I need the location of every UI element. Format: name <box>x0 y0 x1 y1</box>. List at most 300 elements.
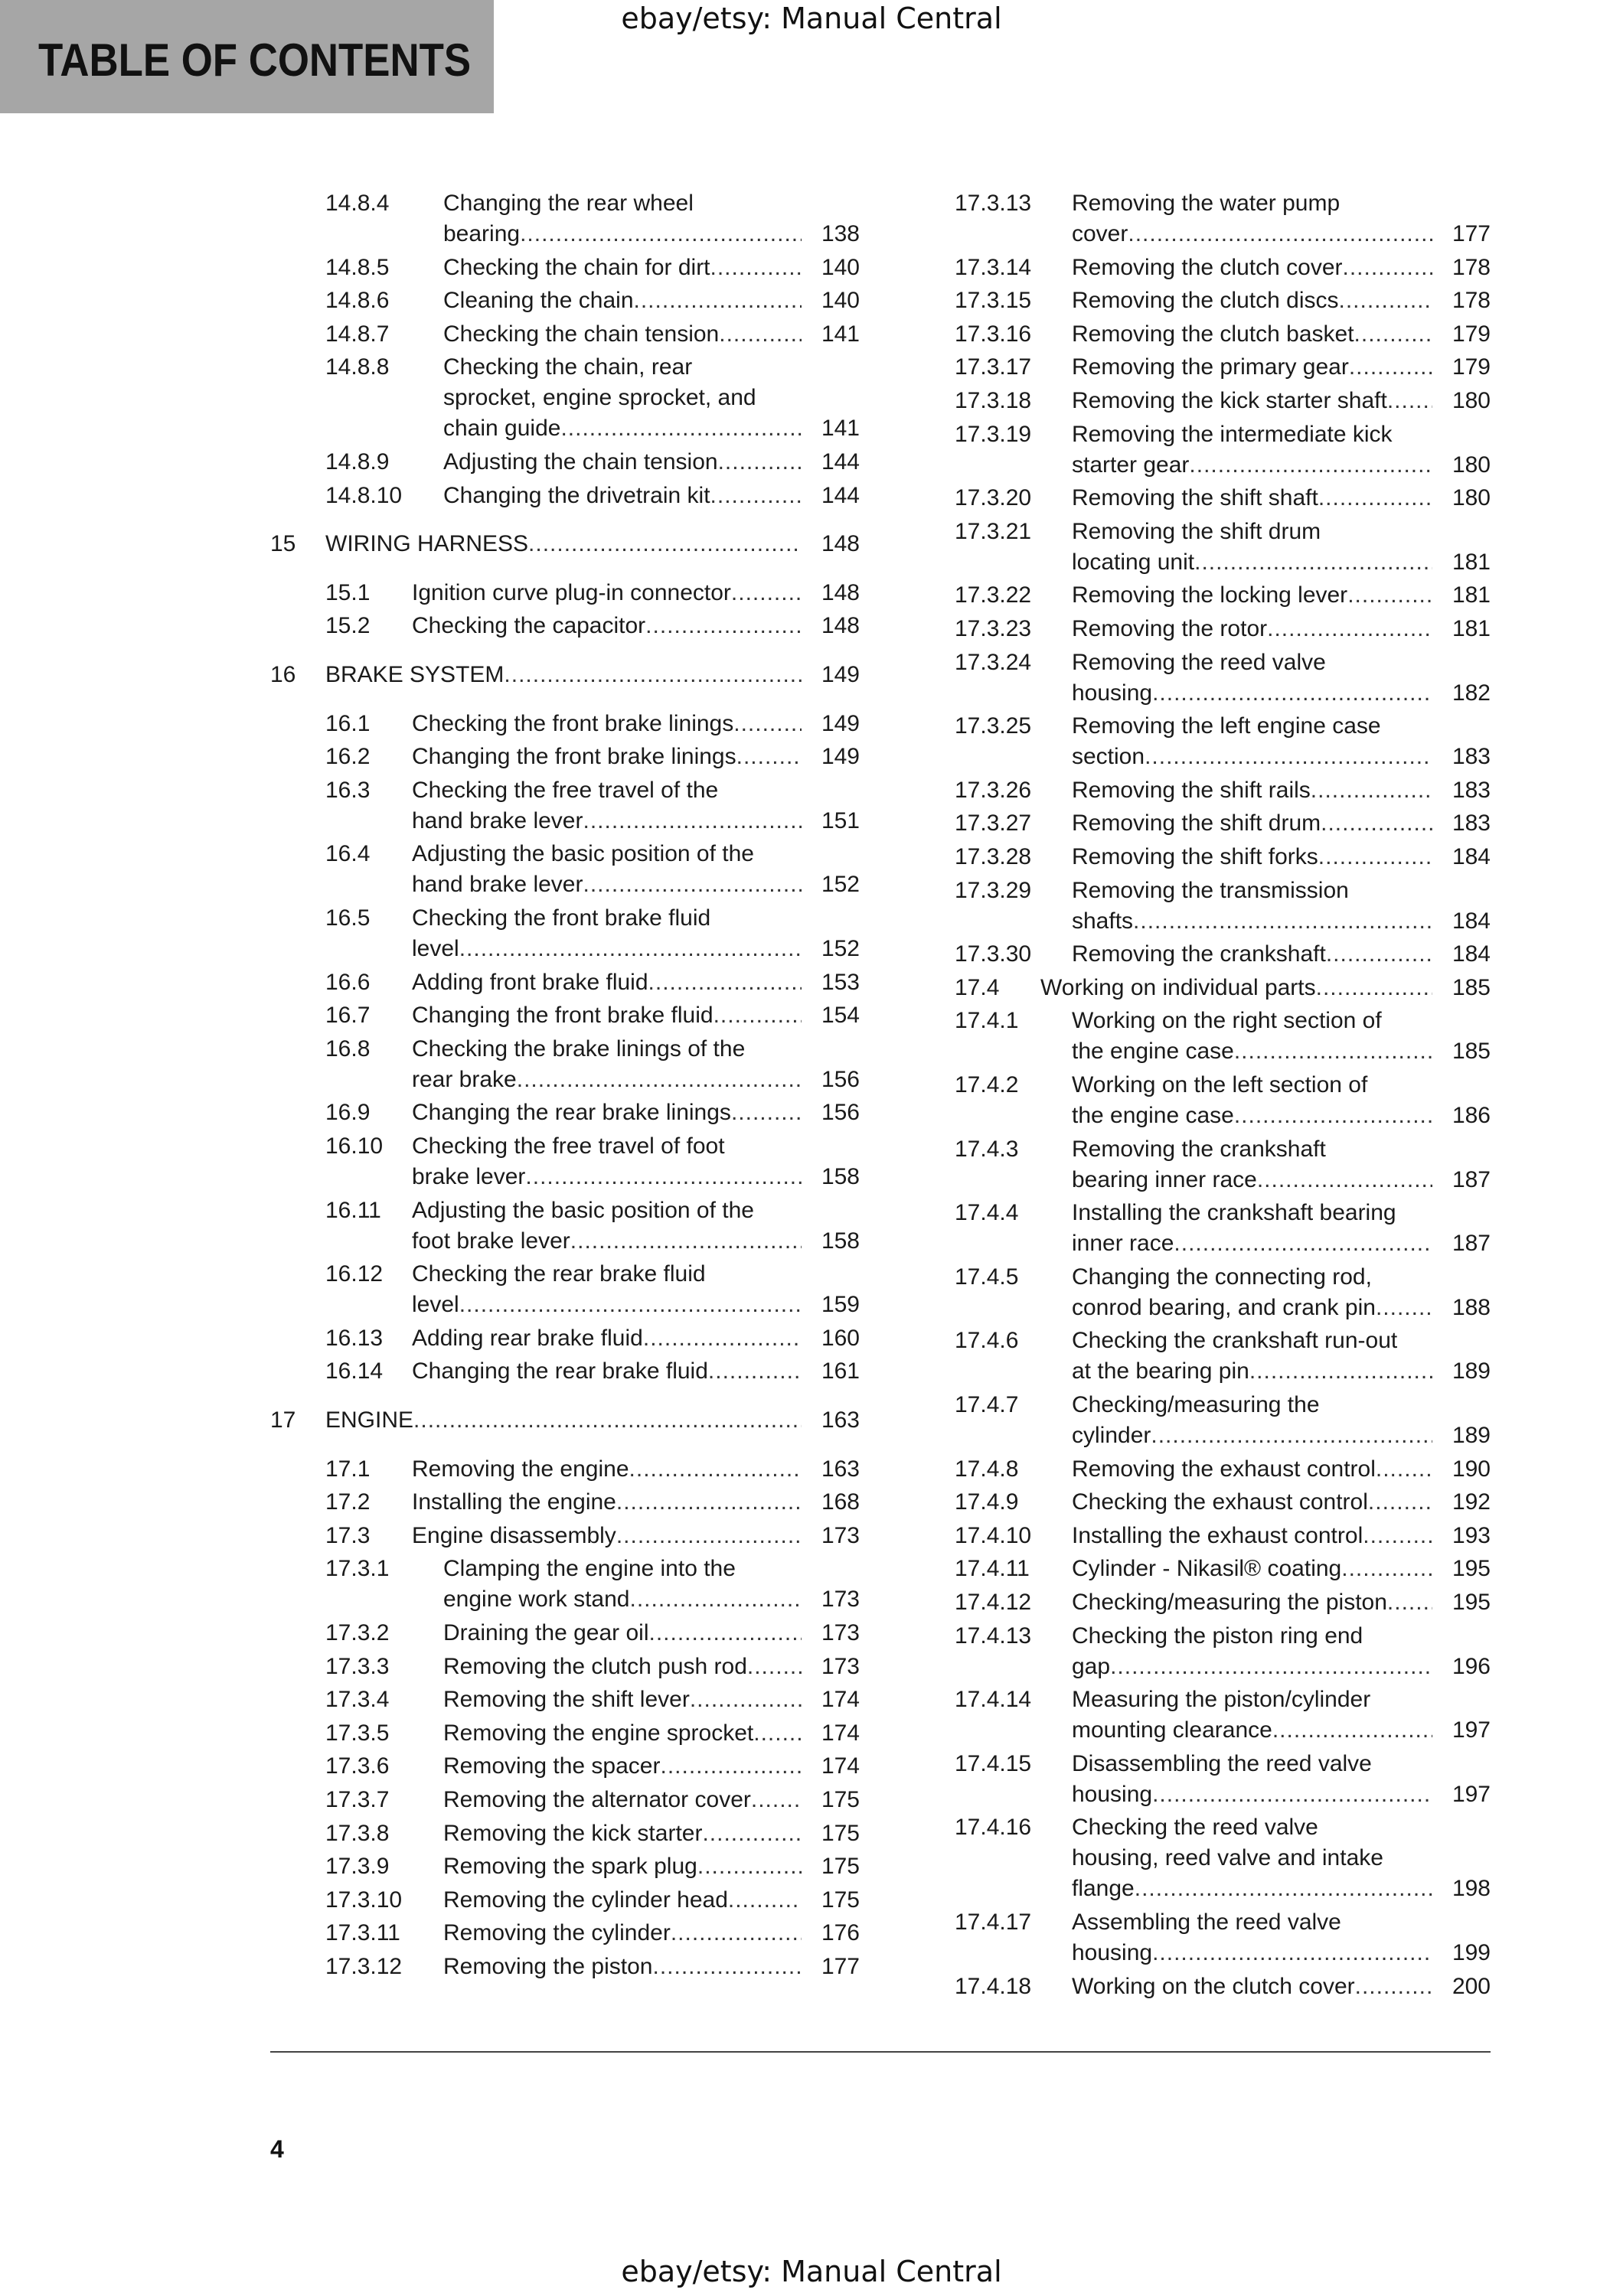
toc-dot-leader <box>1152 1938 1432 1968</box>
toc-entry-number: 15.2 <box>325 613 371 639</box>
toc-entry-title: Checking the exhaust control <box>1072 1489 1368 1515</box>
toc-entry-title: Checking the free travel of foot <box>412 1133 725 1159</box>
toc-entry-page: 192 <box>1452 1489 1491 1515</box>
toc-dot-leader <box>1387 1587 1432 1618</box>
toc-entry-title: Checking the free travel of the <box>412 777 719 803</box>
toc-entry-title: the engine case <box>1072 1103 1234 1128</box>
toc-entry-title: Draining the gear oil <box>443 1620 649 1645</box>
toc-entry-page: 144 <box>821 482 860 508</box>
toc-entry-title: Removing the crankshaft <box>1072 941 1326 967</box>
toc-entry-title: Removing the crankshaft <box>1072 1136 1326 1162</box>
toc-entry-number: 16.2 <box>325 744 371 770</box>
toc-entry-title: locating unit <box>1072 549 1195 575</box>
toc-entry-title: Removing the spacer <box>443 1753 661 1779</box>
toc-entry-number: 14.8.4 <box>325 191 390 216</box>
toc-dot-leader <box>413 1405 802 1436</box>
toc-entry-number: 17.3.23 <box>955 616 1032 641</box>
toc-dot-leader <box>570 1226 802 1257</box>
toc-entry-number: 17.3.11 <box>325 1920 400 1946</box>
toc-entry-page: 140 <box>821 288 860 314</box>
toc-entry-page: 188 <box>1452 1294 1491 1320</box>
toc-dot-leader <box>736 742 802 772</box>
toc-entry-number: 17.4.4 <box>955 1200 1019 1226</box>
toc-dot-leader <box>1311 775 1432 806</box>
toc-dot-leader <box>719 319 802 350</box>
toc-dot-leader <box>1135 1874 1432 1904</box>
toc-entry-page: 190 <box>1452 1456 1491 1482</box>
toc-entry-page: 175 <box>821 1787 860 1812</box>
toc-entry-number: 17.3.27 <box>955 810 1032 837</box>
toc-entry-page: 152 <box>821 936 860 961</box>
toc-entry-title: Removing the left engine case <box>1072 713 1381 739</box>
toc-entry-page: 180 <box>1452 452 1491 478</box>
toc-entry-title: flange <box>1072 1876 1135 1902</box>
toc-dot-leader <box>629 1454 802 1485</box>
toc-entry-page: 175 <box>821 1887 860 1913</box>
toc-dot-leader <box>1145 742 1432 772</box>
toc-header-title: TABLE OF CONTENTS <box>38 34 472 86</box>
toc-entry-title: gap <box>1072 1653 1111 1679</box>
toc-entry-page: 156 <box>821 1100 860 1126</box>
toc-dot-leader <box>517 1065 802 1095</box>
toc-entry-title: Installing the exhaust control <box>1072 1522 1363 1548</box>
toc-entry-page: 184 <box>1452 941 1491 967</box>
toc-dot-leader <box>747 1652 802 1682</box>
toc-entry-page: 187 <box>1452 1166 1491 1192</box>
toc-entry-number: 17.3.4 <box>325 1687 390 1713</box>
toc-entry-number: 17.3.7 <box>325 1787 390 1812</box>
toc-entry-number: 17.3.17 <box>955 354 1032 380</box>
toc-entry-number: 17.4.13 <box>955 1623 1032 1649</box>
toc-dot-leader <box>1194 547 1432 578</box>
toc-entry-title: Clamping the engine into the <box>443 1556 736 1582</box>
toc-entry-title: Adjusting the basic position of the <box>412 1197 754 1223</box>
toc-entry-number: 14.8.10 <box>325 482 403 508</box>
toc-entry-number: 17 <box>270 1407 296 1433</box>
toc-entry-page: 178 <box>1452 288 1491 314</box>
toc-entry-page: 140 <box>821 254 860 280</box>
toc-entry-number: 14.8.8 <box>325 354 390 380</box>
toc-entry-title: housing, reed valve and intake <box>1072 1845 1383 1871</box>
toc-entry-title: Removing the kick starter <box>443 1820 703 1846</box>
toc-entry-number: 17.4.12 <box>955 1590 1032 1615</box>
toc-dot-leader <box>528 529 802 559</box>
toc-entry-title: bearing inner race <box>1072 1166 1257 1192</box>
toc-entry-title: Working on the clutch cover <box>1072 1973 1355 1999</box>
toc-entry-title: Changing the drivetrain kit <box>443 482 710 508</box>
toc-entry-page: 186 <box>1452 1103 1491 1128</box>
toc-entry-title: Cleaning the chain <box>443 288 634 314</box>
toc-entry-page: 148 <box>821 613 860 639</box>
toc-entry-title: Changing the front brake linings <box>412 744 736 770</box>
toc-entry-title: level <box>412 1292 459 1318</box>
toc-entry-number: 17.4.1 <box>955 1008 1019 1034</box>
toc-entry-number: 16.3 <box>325 777 371 803</box>
toc-dot-leader <box>1318 842 1432 872</box>
toc-dot-leader <box>1110 1652 1432 1682</box>
toc-entry-number: 16.1 <box>325 710 371 736</box>
toc-entry-page: 173 <box>821 1522 860 1548</box>
toc-dot-leader <box>1316 973 1432 1003</box>
toc-entry-page: 183 <box>1452 744 1491 770</box>
toc-dot-leader <box>751 1785 802 1815</box>
toc-entry-number: 16.4 <box>325 841 371 867</box>
toc-entry-title: Checking/measuring the <box>1072 1392 1320 1417</box>
toc-dot-leader <box>718 447 802 478</box>
toc-entry-title: Checking the brake linings of the <box>412 1035 746 1062</box>
toc-entry-page: 197 <box>1452 1717 1491 1743</box>
toc-entry-title: Changing the front brake fluid <box>412 1003 714 1029</box>
toc-entry-title: Removing the shift rails <box>1072 777 1311 803</box>
toc-dot-leader <box>753 1718 802 1749</box>
toc-entry-title: Removing the reed valve <box>1072 649 1326 675</box>
toc-dot-leader <box>525 1162 802 1192</box>
toc-entry-number: 17.3.24 <box>955 649 1032 675</box>
toc-dot-leader <box>1368 1487 1432 1518</box>
toc-entry-number: 16.10 <box>325 1133 384 1159</box>
toc-entry-title: cover <box>1072 221 1128 246</box>
toc-entry-title: Removing the intermediate kick <box>1072 421 1393 447</box>
toc-entry-title: Measuring the piston/cylinder <box>1072 1687 1371 1713</box>
toc-dot-leader <box>1347 580 1432 611</box>
toc-entry-number: 17.4.16 <box>955 1815 1032 1841</box>
toc-entry-title: hand brake lever <box>412 807 583 833</box>
toc-dot-leader <box>1152 678 1432 709</box>
toc-entry-page: 161 <box>821 1358 860 1384</box>
watermark-bottom: ebay/etsy: Manual Central <box>621 2255 1002 2288</box>
toc-entry-page: 198 <box>1452 1876 1491 1902</box>
toc-entry-page: 149 <box>821 710 860 736</box>
toc-dot-leader <box>1189 450 1432 481</box>
toc-entry-page: 149 <box>821 744 860 770</box>
toc-dot-leader <box>645 611 802 641</box>
toc-dot-leader <box>583 806 802 837</box>
toc-dot-leader <box>630 1584 802 1615</box>
toc-entry-page: 153 <box>821 969 860 995</box>
toc-dot-leader <box>560 413 802 444</box>
toc-entry-title: housing <box>1072 1781 1153 1807</box>
toc-entry-title: Engine disassembly <box>412 1522 616 1548</box>
toc-entry-number: 17.3.16 <box>955 321 1032 347</box>
toc-entry-title: BRAKE SYSTEM <box>325 662 505 687</box>
toc-dot-leader <box>690 1684 802 1715</box>
toc-entry-title: Checking the piston ring end <box>1072 1623 1363 1649</box>
toc-entry-page: 156 <box>821 1066 860 1092</box>
toc-dot-leader <box>710 253 802 283</box>
toc-entry-title: Checking the capacitor <box>412 613 646 639</box>
toc-dot-leader <box>1272 1715 1432 1746</box>
toc-entry-title: Cylinder - Nikasil® coating <box>1072 1556 1342 1582</box>
toc-entry-page: 195 <box>1452 1590 1491 1615</box>
toc-dot-leader <box>1318 483 1432 514</box>
toc-entry-page: 180 <box>1452 388 1491 413</box>
toc-entry-page: 177 <box>821 1954 860 1979</box>
toc-entry-page: 195 <box>1452 1556 1491 1582</box>
toc-entry-number: 17.3.2 <box>325 1620 390 1645</box>
watermark-top: ebay/etsy: Manual Central <box>621 2 1002 35</box>
toc-entry-title: Removing the transmission <box>1072 877 1349 903</box>
toc-entry-page: 141 <box>821 416 860 442</box>
toc-entry-title: level <box>412 936 459 961</box>
toc-entry-page: 168 <box>821 1489 860 1515</box>
toc-entry-number: 17.3.18 <box>955 388 1032 413</box>
toc-dot-leader <box>634 285 802 316</box>
toc-entry-number: 17.3.22 <box>955 582 1032 608</box>
toc-entry-page: 185 <box>1452 1039 1491 1065</box>
toc-entry-number: 16.6 <box>325 969 371 995</box>
toc-entry-number: 17.4.11 <box>955 1556 1030 1582</box>
toc-entry-number: 17.1 <box>325 1456 371 1482</box>
toc-entry-number: 17.3.9 <box>325 1854 390 1880</box>
toc-entry-title: Checking the chain, rear <box>443 354 693 380</box>
toc-dot-leader <box>653 1952 802 1982</box>
toc-entry-title: Removing the clutch discs <box>1072 288 1339 314</box>
toc-entry-title: Removing the piston <box>443 1954 653 1979</box>
toc-entry-number: 17.3.12 <box>325 1954 403 1979</box>
toc-entry-page: 148 <box>821 531 860 557</box>
toc-entry-number: 16.14 <box>325 1358 384 1384</box>
toc-entry-page: 177 <box>1452 221 1491 246</box>
toc-entry-title: Removing the cylinder <box>443 1920 671 1946</box>
toc-dot-leader <box>1349 352 1432 383</box>
toc-entry-title: the engine case <box>1072 1039 1234 1065</box>
toc-entry-number: 17.3.6 <box>325 1753 390 1779</box>
toc-entry-title: WIRING HARNESS <box>325 531 529 557</box>
page-number: 4 <box>270 2135 284 2163</box>
toc-entry-number: 16.7 <box>325 1003 371 1029</box>
toc-entry-number: 17.4.14 <box>955 1687 1032 1713</box>
toc-entry-page: 173 <box>821 1620 860 1645</box>
toc-entry-title: section <box>1072 744 1145 770</box>
toc-entry-number: 17.4.9 <box>955 1489 1019 1515</box>
toc-entry-page: 189 <box>1452 1358 1491 1384</box>
toc-entry-number: 17.3.28 <box>955 844 1032 869</box>
toc-entry-title: Removing the clutch push rod <box>443 1653 747 1679</box>
toc-entry-number: 17.4.17 <box>955 1910 1032 1935</box>
toc-entry-number: 17.4.18 <box>955 1973 1032 1999</box>
toc-dot-leader <box>710 481 802 511</box>
toc-entry-title: starter gear <box>1072 452 1190 478</box>
toc-entry-number: 14.8.9 <box>325 449 390 475</box>
toc-entry-title: ENGINE <box>325 1407 414 1433</box>
toc-dot-leader <box>702 1818 802 1849</box>
toc-dot-leader <box>1326 939 1432 970</box>
toc-dot-leader <box>660 1751 802 1782</box>
toc-entry-number: 17.3.10 <box>325 1887 403 1913</box>
toc-entry-page: 159 <box>821 1292 860 1318</box>
toc-dot-leader <box>708 1356 802 1387</box>
toc-entry-page: 173 <box>821 1587 860 1613</box>
toc-entry-title: inner race <box>1072 1231 1174 1257</box>
toc-entry-number: 15 <box>270 531 296 557</box>
toc-dot-leader <box>1355 1971 1432 2002</box>
toc-dot-leader <box>1387 386 1432 416</box>
toc-dot-leader <box>1151 1420 1432 1451</box>
toc-entry-title: Assembling the reed valve <box>1072 1910 1341 1935</box>
toc-entry-title: Checking the rear brake fluid <box>412 1261 706 1287</box>
toc-entry-page: 199 <box>1452 1940 1491 1965</box>
toc-entry-page: 196 <box>1452 1653 1491 1679</box>
toc-entry-title: Removing the locking lever <box>1072 582 1348 608</box>
toc-dot-leader <box>1341 1554 1432 1584</box>
toc-entry-title: Working on the left section of <box>1072 1072 1368 1097</box>
toc-entry-number: 17.3.30 <box>955 941 1032 967</box>
toc-entry-title: Removing the engine sprocket <box>443 1720 754 1746</box>
toc-entry-page: 183 <box>1452 810 1491 837</box>
toc-entry-title: Removing the kick starter shaft <box>1072 388 1387 413</box>
toc-entry-title: Removing the clutch cover <box>1072 254 1343 280</box>
toc-entry-title: hand brake lever <box>412 872 583 898</box>
toc-dot-leader <box>583 869 802 900</box>
toc-dot-leader <box>459 934 802 964</box>
toc-entry-page: 182 <box>1452 680 1491 706</box>
toc-dot-leader <box>1343 253 1433 283</box>
toc-entry-page: 193 <box>1452 1522 1491 1548</box>
toc-entry-page: 175 <box>821 1820 860 1846</box>
toc-entry-page: 185 <box>1452 974 1491 1000</box>
toc-entry-title: Adding front brake fluid <box>412 969 648 995</box>
toc-entry-page: 175 <box>821 1854 860 1880</box>
toc-dot-leader <box>1128 219 1432 249</box>
toc-entry-number: 14.8.7 <box>325 321 390 347</box>
toc-dot-leader <box>1234 1036 1432 1067</box>
toc-entry-number: 16.9 <box>325 1100 371 1126</box>
toc-entry-page: 148 <box>821 579 860 605</box>
toc-entry-page: 184 <box>1452 844 1491 869</box>
toc-entry-number: 17.3.25 <box>955 713 1032 739</box>
toc-dot-leader <box>504 660 802 690</box>
toc-entry-page: 184 <box>1452 908 1491 934</box>
toc-dot-leader <box>1376 1454 1432 1485</box>
toc-dot-leader <box>1174 1228 1432 1259</box>
toc-entry-title: Ignition curve plug-in connector <box>412 579 731 605</box>
toc-dot-leader <box>1257 1165 1432 1195</box>
toc-entry-title: Removing the exhaust control <box>1072 1456 1376 1482</box>
toc-entry-title: Removing the engine <box>412 1456 629 1482</box>
toc-entry-page: 197 <box>1452 1781 1491 1807</box>
toc-entry-page: 138 <box>821 221 860 246</box>
toc-entry-title: conrod bearing, and crank pin <box>1072 1294 1376 1320</box>
toc-entry-title: Checking the crankshaft run-out <box>1072 1328 1398 1354</box>
toc-entry-number: 17.3.29 <box>955 877 1032 903</box>
toc-dot-leader <box>649 1618 802 1649</box>
toc-entry-number: 16.12 <box>325 1261 384 1287</box>
toc-entry-page: 174 <box>821 1753 860 1779</box>
toc-entry-title: Adjusting the chain tension <box>443 449 718 475</box>
toc-entry-page: 163 <box>821 1407 860 1433</box>
toc-entry-title: housing <box>1072 1940 1153 1965</box>
toc-entry-number: 16.13 <box>325 1325 384 1351</box>
toc-entry-title: Working on the right section of <box>1072 1008 1382 1034</box>
toc-entry-page: 176 <box>821 1920 860 1946</box>
toc-entry-title: mounting clearance <box>1072 1717 1272 1743</box>
toc-entry-page: 181 <box>1452 616 1491 641</box>
toc-entry-number: 14.8.5 <box>325 254 390 280</box>
toc-entry-page: 181 <box>1452 582 1491 608</box>
toc-dot-leader <box>714 1000 802 1031</box>
toc-entry-title: Removing the shift shaft <box>1072 485 1318 511</box>
toc-entry-number: 15.1 <box>325 579 371 605</box>
toc-entry-number: 17.3.5 <box>325 1720 390 1746</box>
toc-entry-title: Removing the water pump <box>1072 191 1341 216</box>
toc-entry-number: 17.3.3 <box>325 1653 390 1679</box>
toc-entry-page: 179 <box>1452 321 1491 347</box>
toc-entry-page: 174 <box>821 1720 860 1746</box>
toc-entry-title: sprocket, engine sprocket, and <box>443 385 756 411</box>
toc-entry-title: Removing the shift lever <box>443 1687 690 1713</box>
toc-entry-title: Checking the chain for dirt <box>443 254 710 280</box>
toc-entry-page: 154 <box>821 1003 860 1029</box>
toc-entry-title: Working on individual parts <box>1040 974 1316 1000</box>
toc-entry-title: shafts <box>1072 908 1134 934</box>
toc-entry-title: Checking the chain tension <box>443 321 720 347</box>
toc-entry-title: Changing the connecting rod, <box>1072 1264 1372 1290</box>
toc-entry-number: 17.3.14 <box>955 254 1032 280</box>
toc-entry-number: 17.4.7 <box>955 1392 1019 1417</box>
toc-entry-title: Adjusting the basic position of the <box>412 841 754 867</box>
toc-entry-title: Removing the cylinder head <box>443 1887 728 1913</box>
toc-entry-number: 17.3.26 <box>955 777 1032 803</box>
toc-entry-page: 158 <box>821 1228 860 1254</box>
toc-dot-leader <box>731 1097 802 1128</box>
toc-entry-title: brake lever <box>412 1164 526 1189</box>
toc-dot-leader <box>616 1487 802 1518</box>
toc-entry-page: 174 <box>821 1687 860 1713</box>
toc-dot-leader <box>520 219 802 249</box>
toc-dot-leader <box>643 1323 802 1354</box>
toc-dot-leader <box>1339 285 1433 316</box>
toc-dot-leader <box>731 578 802 608</box>
toc-entry-number: 16.11 <box>325 1197 381 1223</box>
toc-entry-page: 144 <box>821 449 860 475</box>
toc-entry-page: 158 <box>821 1164 860 1189</box>
toc-dot-leader <box>1249 1356 1432 1387</box>
toc-entry-title: engine work stand <box>443 1587 630 1613</box>
toc-entry-title: Adding rear brake fluid <box>412 1325 643 1351</box>
toc-entry-title: Changing the rear wheel <box>443 191 694 216</box>
toc-entry-page: 163 <box>821 1456 860 1482</box>
toc-entry-number: 14.8.6 <box>325 288 390 314</box>
toc-entry-number: 17.3.1 <box>325 1556 390 1582</box>
toc-entry-number: 17.3.19 <box>955 421 1032 447</box>
toc-entry-title: Checking the reed valve <box>1072 1815 1318 1841</box>
toc-entry-page: 189 <box>1452 1423 1491 1448</box>
toc-entry-title: Checking the front brake fluid <box>412 905 711 931</box>
toc-dot-leader <box>671 1918 802 1949</box>
toc-entry-number: 16 <box>270 662 296 687</box>
toc-dot-leader <box>1376 1293 1432 1323</box>
toc-entry-number: 17.3.15 <box>955 288 1032 314</box>
toc-entry-title: Removing the alternator cover <box>443 1787 751 1812</box>
toc-entry-title: Removing the rotor <box>1072 616 1268 641</box>
toc-entry-number: 17.4.3 <box>955 1136 1019 1162</box>
toc-dot-leader <box>616 1521 802 1551</box>
toc-entry-number: 17.4 <box>955 974 1000 1000</box>
toc-dot-leader <box>1234 1101 1432 1131</box>
toc-dot-leader <box>1152 1779 1432 1810</box>
toc-entry-page: 160 <box>821 1325 860 1351</box>
toc-entry-number: 17.4.15 <box>955 1750 1032 1776</box>
toc-entry-title: housing <box>1072 680 1153 706</box>
toc-entry-page: 151 <box>821 807 860 833</box>
toc-header-banner <box>0 0 494 113</box>
toc-entry-title: Removing the clutch basket <box>1072 321 1354 347</box>
toc-entry-title: Installing the engine <box>412 1489 616 1515</box>
toc-entry-page: 180 <box>1452 485 1491 511</box>
toc-dot-leader <box>459 1290 802 1320</box>
toc-entry-title: Changing the rear brake linings <box>412 1100 731 1126</box>
toc-entry-number: 17.3 <box>325 1522 371 1548</box>
